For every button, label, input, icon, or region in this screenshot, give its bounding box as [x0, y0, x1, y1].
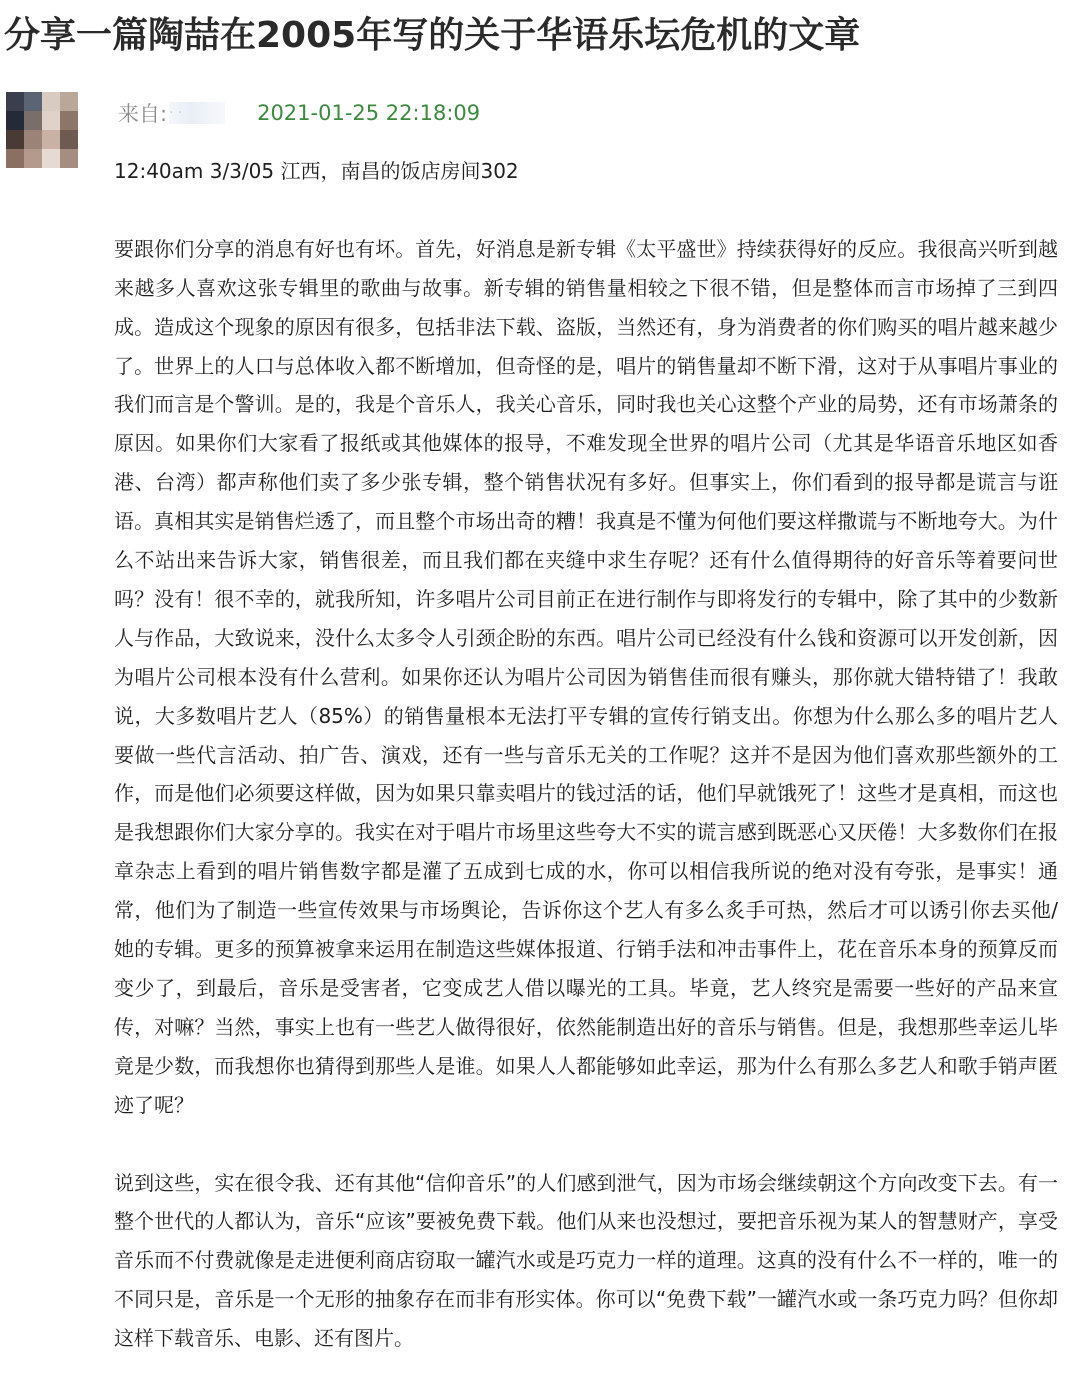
avatar-pixel	[24, 130, 42, 149]
avatar-pixel	[42, 130, 60, 149]
avatar-pixel	[24, 149, 42, 168]
post-title: 分享一篇陶喆在2005年写的关于华语乐坛危机的文章	[4, 15, 861, 56]
from-label: 来自:	[118, 102, 168, 126]
avatar-pixel	[24, 111, 42, 130]
avatar-pixel	[6, 111, 24, 130]
avatar[interactable]	[6, 92, 78, 168]
avatar-pixel	[6, 92, 24, 111]
avatar-pixel	[42, 111, 60, 130]
avatar-pixel	[42, 149, 60, 168]
avatar-pixel	[42, 92, 60, 111]
avatar-pixel	[60, 130, 78, 149]
avatar-pixel	[60, 92, 78, 111]
avatar-pixel	[6, 149, 24, 168]
location-line: 12:40am 3/3/05 江西，南昌的饭店房间302	[114, 159, 519, 183]
avatar-pixel	[60, 111, 78, 130]
avatar-pixel	[6, 130, 24, 149]
post-meta	[118, 98, 480, 128]
post-date: 2021-01-25 22:18:09	[257, 101, 481, 125]
paragraph-2: 说到这些，实在很令我、还有其他“信仰音乐”的人们感到泄气，因为市场会继续朝这个方向改变下去。有一整个世代的人都认为，音乐“应该”要被免费下载。他们从来也没想过，要把音乐视为某人的智慧财产，享受音乐而不付费就像是走进便利商店窃取一罐汽水或是巧克力一样的道理。这真的没有什么不一样的，唯一的不同只是，音乐是一个无形的抽象存在而非有形实体。你可以“免费下载”一罐汽水或一条巧克力吗？但你却这样下载音乐、电影、还有图片。	[114, 1170, 1058, 1351]
post-content	[114, 152, 1058, 1358]
paragraph-1: 要跟你们分享的消息有好也有坏。首先，好消息是新专辑《太平盛世》持续获得好的反应。我很高兴听到越来越多人喜欢这张专辑里的歌曲与故事。新专辑的销售量相较之下很不错，但是整体而言市场掉了三到四成。造成这个现象的原因有很多，包括非法下载、盗版，当然还有，身为消费者的你们购买的唱片越来越少了。世界上的人口与总体收入都不断增加，但奇怪的是，唱片的销售量却不断下滑，这对于从事唱片事业的我们而言是个警训。是的，我是个音乐人，我关心音乐，同时我也关心这整个产业的局势，还有市场萧条的原因。如果你们大家看了报纸或其他媒体的报导，不难发现全世界的唱片公司（尤其是华语音乐地区如香港、台湾）都声称他们卖了多少张专辑，整个销售状况有多好。但事实上，你们看到的报导都是谎言与诳语。真相其实是销售烂透了，而且整个市场出奇的糟！我真是不懂为何他们要这样撒谎与不断地夸大。为什么不站出来告诉大家，销售很差，而且我们都在夹缝中求生存呢？还有什么值得期待的好音乐等着要问世吗？没有！很不幸的，就我所知，许多唱片公司目前正在进行制作与即将发行的专辑中，除了其中的少数新人与作品，大致说来，没什么太多令人引颈企盼的东西。唱片公司已经没有什么钱和资源可以开发创新，因为唱片公司根本没有什么营利。如果你还认为唱片公司因为销售佳而很有赚头，那你就大错特错了！我敢说，大多数唱片艺人（85%）的销售量根本无法打平专辑的宣传行销支出。你想为什么那么多的唱片艺人要做一些代言活动、拍广告、演戏，还有一些与音乐无关的工作呢？这并不是因为他们喜欢那些额外的工作，而是他们必须要这样做，因为如果只靠卖唱片的钱过活的话，他们早就饿死了！这些才是真相，而这也是我想跟你们大家分享的。我实在对于唱片市场里这些夸大不实的谎言感到既恶心又厌倦！大多数你们在报章杂志上看到的唱片销售数字都是灌了五成到七成的水，你可以相信我所说的绝对没有夸张，是事实！通常，他们为了制造一些宣传效果与市场舆论，告诉你这个艺人有多么炙手可热，然后才可以诱引你去买他/她的专辑。更多的预算被拿来运用在制造这些媒体报道、行销手法和冲击事件上，花在音乐本身的预算反而变少了，到最后，音乐是受害者，它变成艺人借以曝光的工具。毕竟，艺人终究是需要一些好的产品来宣传，对嘛？当然，事实上也有一些艺人做得很好，依然能制造出好的音乐与销售。但是，我想那些幸运儿毕竟是少数，而我想你也猜得到那些人是谁。如果人人都能够如此幸运，那为什么有那么多艺人和歌手销声匿迹了呢？	[114, 236, 1058, 1117]
author-name-link[interactable]: · ·	[169, 102, 225, 124]
avatar-pixel	[24, 92, 42, 111]
avatar-pixel	[60, 149, 78, 168]
